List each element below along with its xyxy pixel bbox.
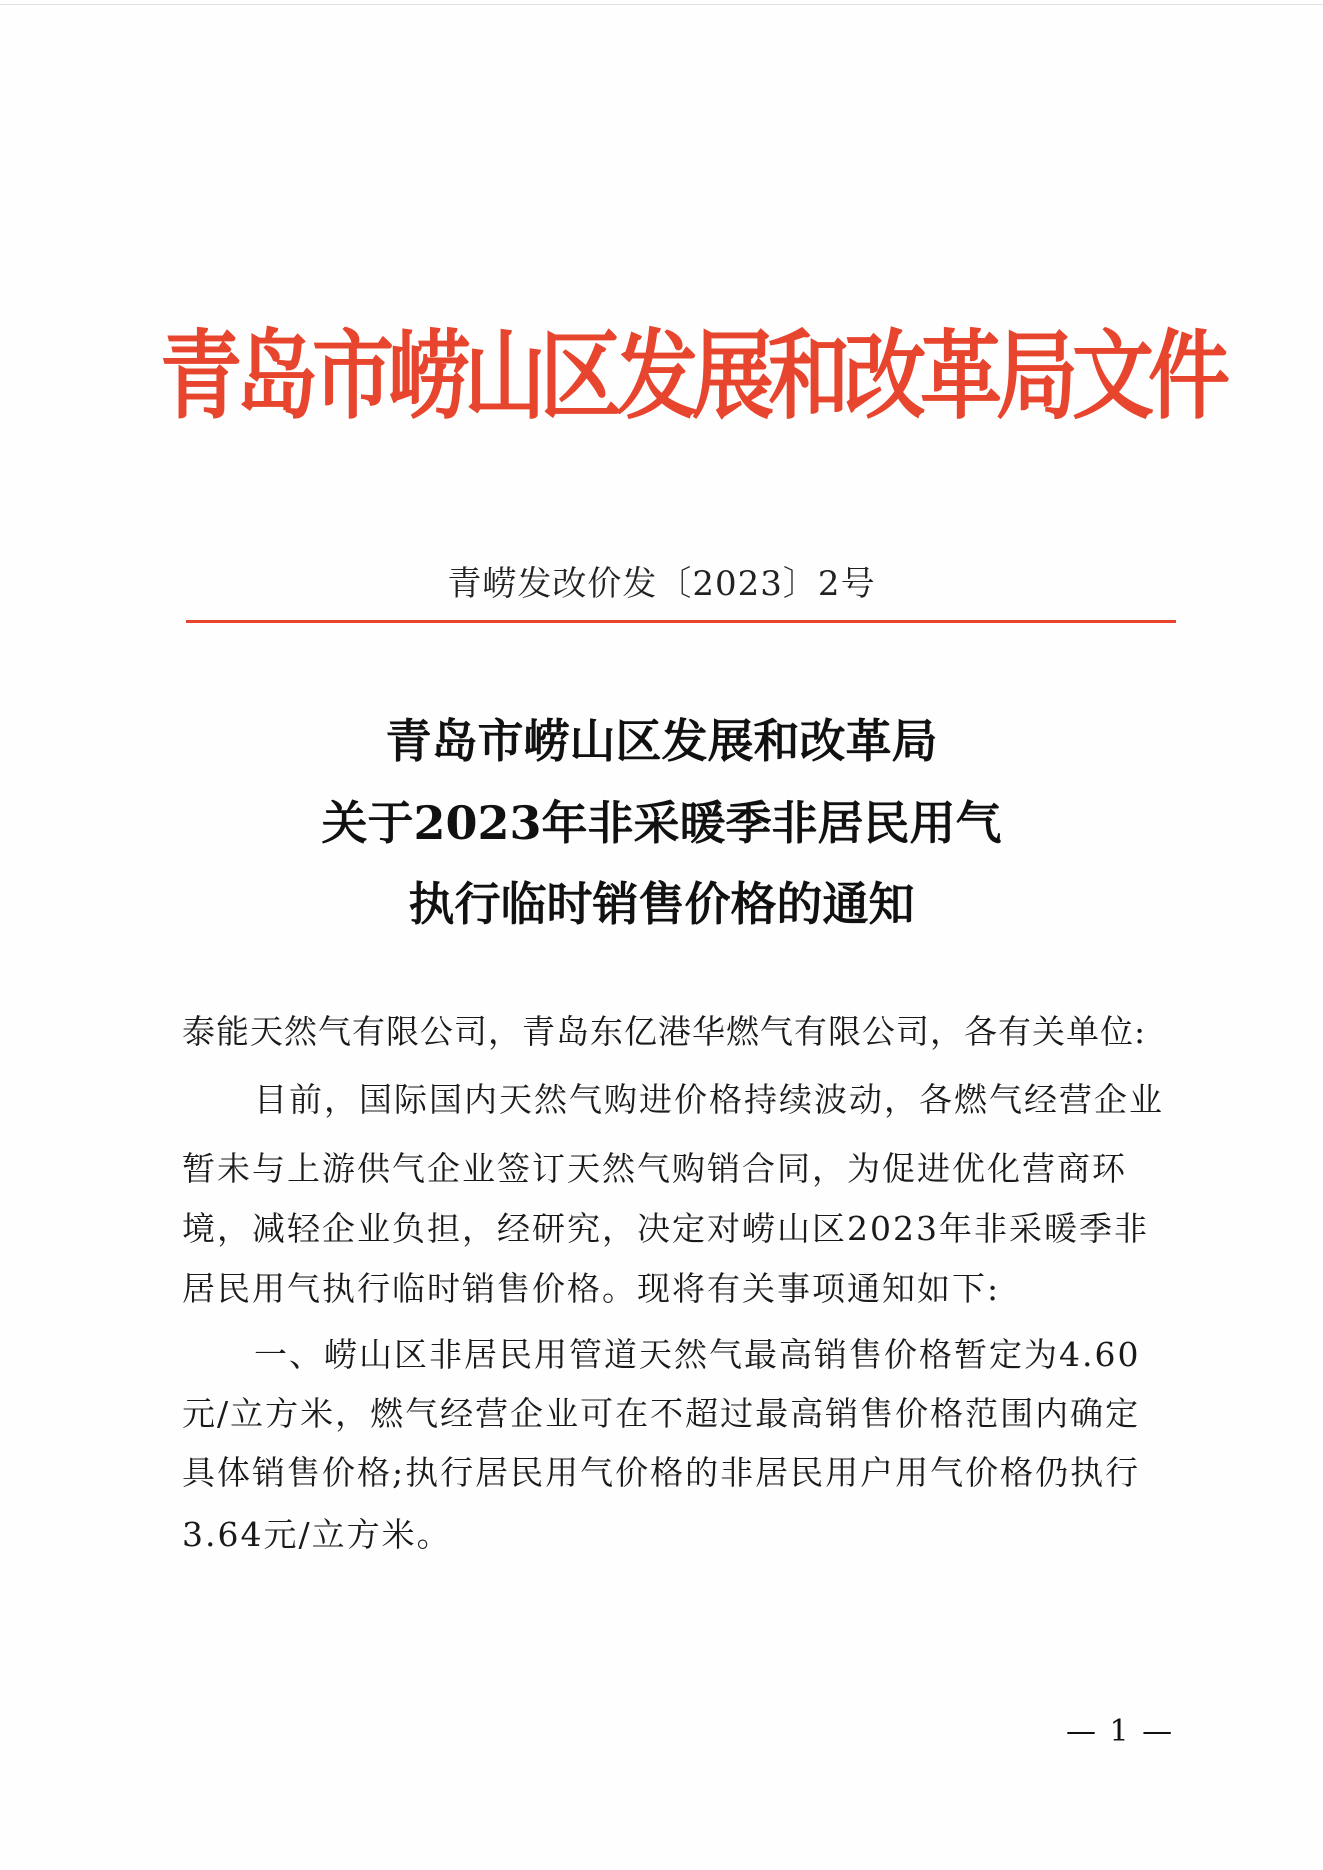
paragraph-1-line-1: 目前，国际国内天然气购进价格持续波动，各燃气经营企业 [254, 1080, 1164, 1119]
title-line-1: 青岛市崂山区发展和改革局 [385, 714, 938, 768]
title-line-3: 执行临时销售价格的通知 [408, 877, 915, 931]
paragraph-1-line-3: 境，减轻企业负担，经研究，决定对崂山区2023年非采暖季非 [182, 1209, 1149, 1248]
paragraph-1-line-2: 暂未与上游供气企业签订天然气购销合同，为促进优化营商环 [182, 1149, 1127, 1188]
paragraph-2-line-4: 3.64元/立方米。 [182, 1515, 452, 1554]
paragraph-2-line-3: 具体销售价格;执行居民用气价格的非居民用户用气价格仍执行 [182, 1453, 1141, 1492]
addressee-line: 泰能天然气有限公司，青岛东亿港华燃气有限公司，各有关单位: [182, 1012, 1147, 1051]
page-number: — 1 — [1066, 1714, 1175, 1749]
paragraph-1-line-4: 居民用气执行临时销售价格。现将有关事项通知如下: [182, 1269, 1001, 1308]
paragraph-2-line-2: 元/立方米，燃气经营企业可在不超过最高销售价格范围内确定 [182, 1394, 1141, 1433]
issuer-masthead: 青岛市崂山区发展和改革局文件 [160, 321, 1225, 434]
red-divider-rule [186, 620, 1176, 623]
scan-edge-line [0, 4, 1323, 5]
paragraph-2-line-1: 一、崂山区非居民用管道天然气最高销售价格暂定为4.60 [254, 1335, 1141, 1374]
title-line-2: 关于2023年非采暖季非居民用气 [321, 796, 1002, 850]
document-number: 青崂发改价发〔2023〕2号 [447, 564, 876, 604]
